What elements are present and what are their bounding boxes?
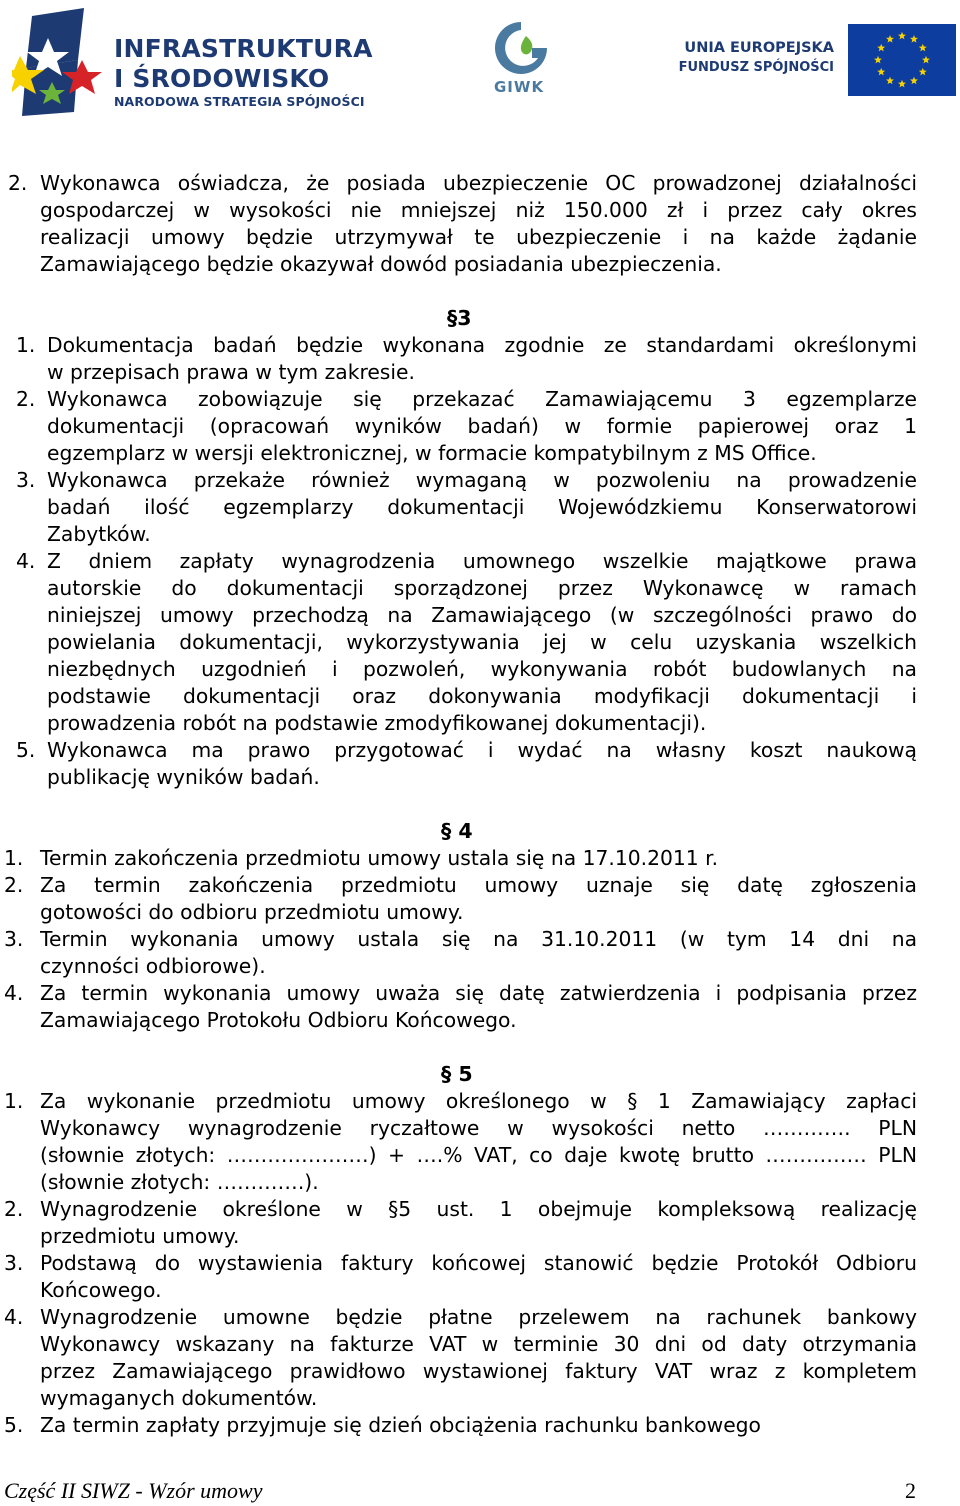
item-number: 2. xyxy=(4,1197,24,1221)
paragraph-line: gotowości do odbioru przedmiotu umowy. xyxy=(40,900,464,924)
paragraph-line: Wynagrodzenie określone w §5 ust. 1 obejmuje kompleksową realizację xyxy=(40,1197,917,1221)
paragraph-line: Termin zakończenia przedmiotu umowy ustala się na 17.10.2011 r. xyxy=(40,846,719,870)
paragraph-line: wymaganych dokumentów. xyxy=(40,1386,318,1410)
paragraph-line: publikację wyników badań. xyxy=(47,765,320,789)
page-header xyxy=(0,0,960,125)
item-number: 3. xyxy=(4,1251,24,1275)
paragraph-line: Podstawą do wystawienia faktury końcowej stanowić będzie Protokół Odbioru xyxy=(40,1251,917,1275)
paragraph-line: Końcowego. xyxy=(40,1278,162,1302)
footer-title: Część II SIWZ - Wzór umowy xyxy=(4,1478,263,1503)
logo-line-3: NARODOWA STRATEGIA SPÓJNOŚCI xyxy=(114,94,365,109)
item-number: 1. xyxy=(4,846,24,870)
giwk-label: GIWK xyxy=(494,78,545,96)
is-flag-icon xyxy=(12,8,108,116)
paragraph-line: Wykonawcy wynagrodzenie ryczałtowe w wysokości netto …………. PLN xyxy=(40,1116,917,1140)
logo-line-1: INFRASTRUKTURA xyxy=(114,34,373,63)
item-number: 2. xyxy=(4,873,24,897)
paragraph-line: Zamawiającego Protokołu Odbioru Końcowego. xyxy=(40,1008,517,1032)
paragraph-line: (słownie złotych: ………….). xyxy=(40,1170,319,1194)
eu-line-2: FUNDUSZ SPÓJNOŚCI xyxy=(678,60,834,75)
paragraph-line: Za wykonanie przedmiotu umowy określonego w § 1 Zamawiający zapłaci xyxy=(40,1089,917,1113)
paragraph-line: Wykonawca oświadcza, że posiada ubezpieczenie OC prowadzonej działalności xyxy=(40,171,917,195)
paragraph-line: Wykonawca zobowiązuje się przekazać Zamawiającemu 3 egzemplarze xyxy=(47,387,917,411)
paragraph-line: gospodarczej w wysokości nie mniejszej niż 150.000 zł i przez cały okres xyxy=(40,198,917,222)
paragraph-line: Zabytków. xyxy=(47,522,151,546)
paragraph-line: Za termin zakończenia przedmiotu umowy uznaje się datę zgłoszenia xyxy=(40,873,917,897)
eu-flag-icon xyxy=(848,24,956,96)
item-number: 1. xyxy=(16,333,36,357)
eu-line-1: UNIA EUROPEJSKA xyxy=(684,40,834,56)
section-heading: § 4 xyxy=(441,819,473,843)
paragraph-line: podstawie dokumentacji oraz dokonywania modyfikacji dokumentacji i xyxy=(47,684,917,708)
paragraph-line: w przepisach prawa w tym zakresie. xyxy=(47,360,415,384)
section-heading: § 5 xyxy=(441,1062,473,1086)
paragraph-line: niezbędnych uzgodnień i pozwoleń, wykonywania robót budowlanych na xyxy=(47,657,917,681)
paragraph-line: Wykonawca ma prawo przygotować i wydać na własny koszt naukową xyxy=(47,738,917,762)
paragraph-line: autorskie do dokumentacji sporządzonej przez Wykonawcę w ramach xyxy=(47,576,917,600)
paragraph-line: Wykonawcy wskazany na fakturze VAT w terminie 30 dni od daty otrzymania xyxy=(40,1332,917,1356)
paragraph-line: przez Zamawiającego prawidłowo wystawionej faktury VAT wraz z kompletem xyxy=(40,1359,917,1383)
giwk-emblem-icon xyxy=(488,18,554,78)
paragraph-line: egzemplarz w wersji elektronicznej, w formacie kompatybilnym z MS Office. xyxy=(47,441,817,465)
item-number: 3. xyxy=(4,927,24,951)
giwk-logo xyxy=(488,18,554,102)
item-number: 2. xyxy=(16,387,36,411)
paragraph-line: prowadzenia robót na podstawie zmodyfikowanej dokumentacji). xyxy=(47,711,707,735)
item-number: 5. xyxy=(16,738,36,762)
paragraph-line: powielania dokumentacji, wykorzystywania jej w celu uzyskania wszelkich xyxy=(47,630,917,654)
paragraph-line: Za termin wykonania umowy uważa się datę zatwierdzenia i podpisania przez xyxy=(40,981,917,1005)
paragraph-line: Termin wykonania umowy ustala się na 31.10.2011 (w tym 14 dni na xyxy=(40,927,917,951)
paragraph-line: Wykonawca przekaże również wymaganą w pozwoleniu na prowadzenie xyxy=(47,468,917,492)
paragraph-line: (słownie złotych: …………………) + ….% VAT, co daje kwotę brutto …………… PLN xyxy=(40,1143,917,1167)
item-number: 5. xyxy=(4,1413,24,1437)
eu-logo xyxy=(678,22,958,98)
paragraph-line: Z dniem zapłaty wynagrodzenia umownego wszelkie majątkowe prawa xyxy=(47,549,917,573)
paragraph-line: niniejszej umowy przechodzą na Zamawiającego (w szczególności prawo do xyxy=(47,603,917,627)
item-number: 4. xyxy=(4,981,24,1005)
paragraph-line: czynności odbiorowe). xyxy=(40,954,266,978)
section-heading: §3 xyxy=(447,306,472,330)
paragraph-line: Zamawiającego będzie okazywał dowód posiadania ubezpieczenia. xyxy=(40,252,722,276)
paragraph-line: realizacji umowy będzie utrzymywał te ubezpieczenie i na każde żądanie xyxy=(40,225,917,249)
item-number: 4. xyxy=(16,549,36,573)
page-number: 2 xyxy=(905,1478,916,1503)
paragraph-line: dokumentacji (opracowań wyników badań) w formie papierowej oraz 1 xyxy=(47,414,917,438)
item-number: 3. xyxy=(16,468,36,492)
item-number: 1. xyxy=(4,1089,24,1113)
logo-line-2: I ŚRODOWISKO xyxy=(114,64,330,93)
paragraph-line: Za termin zapłaty przyjmuje się dzień obciążenia rachunku bankowego xyxy=(40,1413,761,1437)
paragraph-line: przedmiotu umowy. xyxy=(40,1224,240,1248)
item-number: 4. xyxy=(4,1305,24,1329)
item-number: 2. xyxy=(8,171,28,195)
paragraph-line: Dokumentacja badań będzie wykonana zgodnie ze standardami określonymi xyxy=(47,333,917,357)
paragraph-line: badań ilość egzemplarzy dokumentacji Wojewódzkiemu Konserwatorowi xyxy=(47,495,917,519)
infrastruktura-srodowisko-logo xyxy=(8,6,373,116)
paragraph-line: Wynagrodzenie umowne będzie płatne przelewem na rachunek bankowy xyxy=(40,1305,917,1329)
